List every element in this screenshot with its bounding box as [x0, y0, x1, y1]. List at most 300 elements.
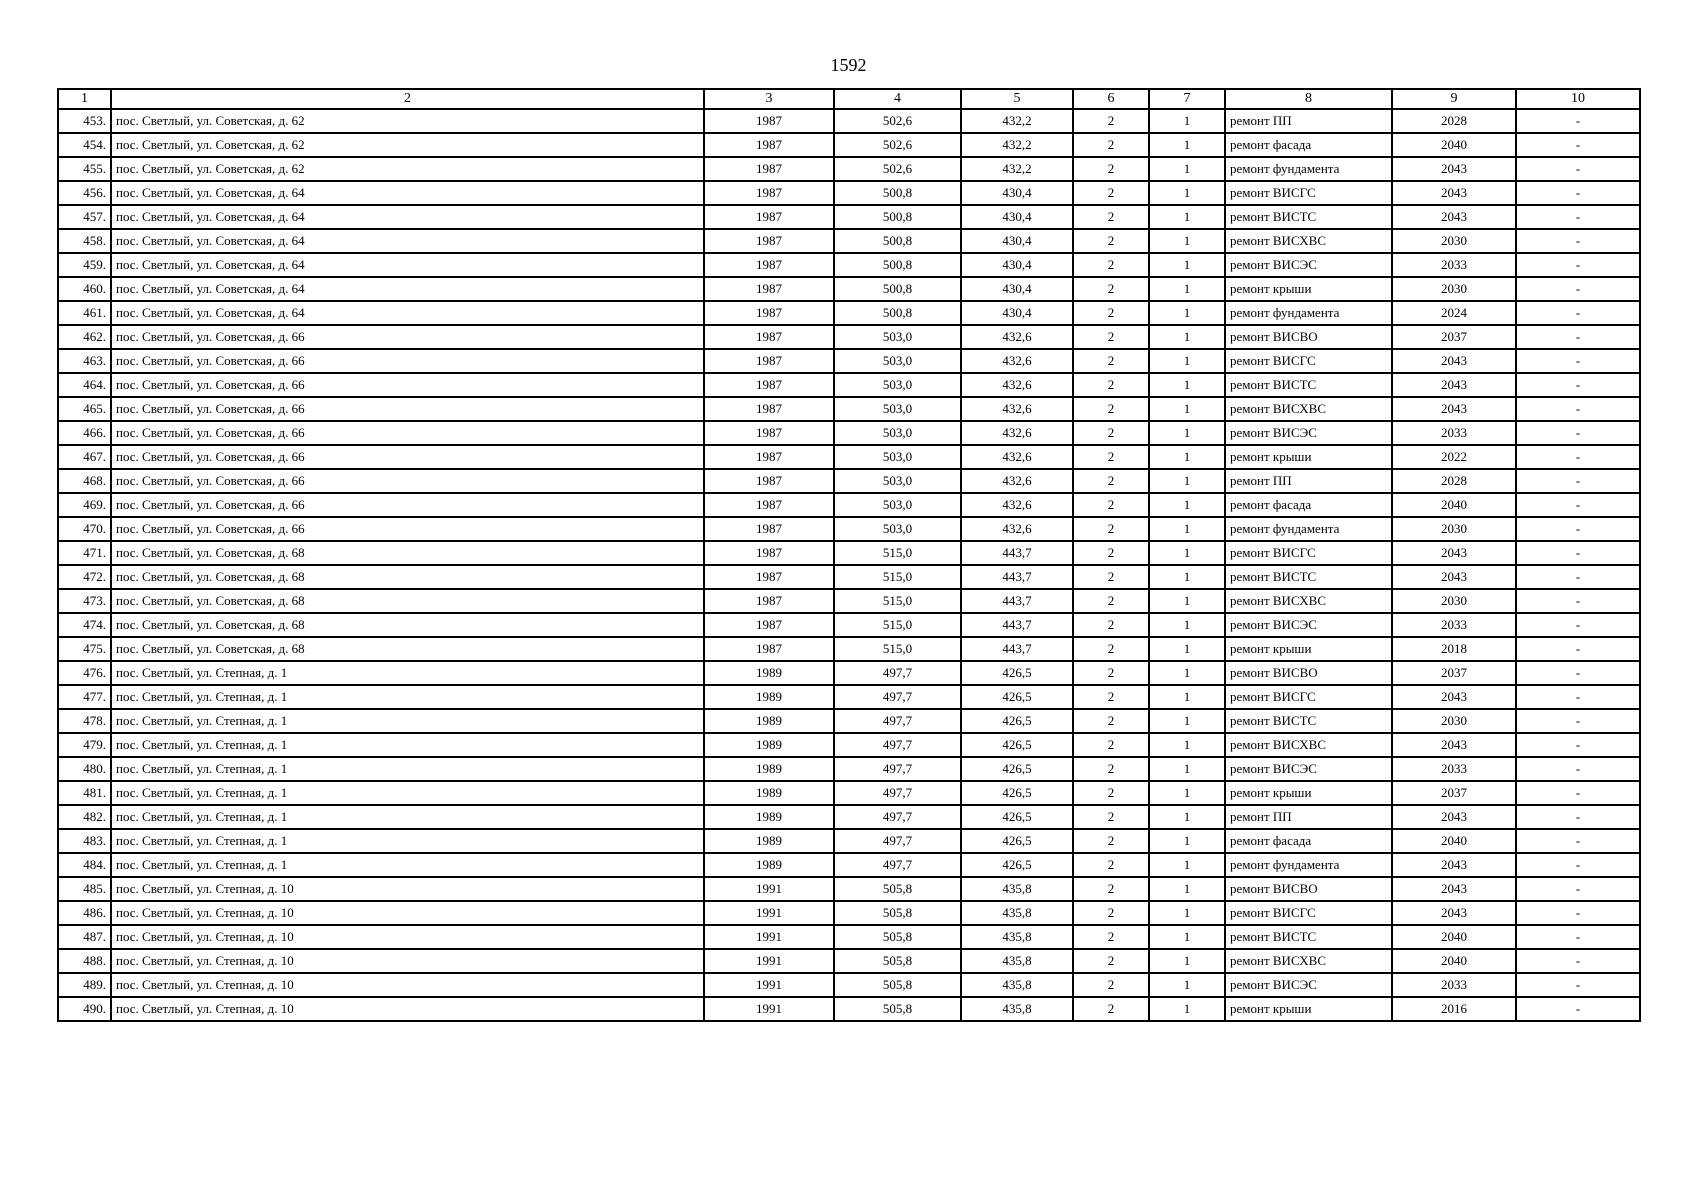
work-type-cell: ремонт ПП — [1225, 469, 1392, 493]
table-row — [58, 301, 1640, 325]
plan-year-cell: 2043 — [1392, 541, 1516, 565]
address-cell: пос. Светлый, ул. Советская, д. 68 — [111, 541, 704, 565]
floors-cell: 2 — [1073, 397, 1149, 421]
page-number: 1592 — [830, 55, 867, 75]
total-area-cell: 515,0 — [834, 613, 961, 637]
year-cell: 1989 — [704, 829, 834, 853]
floors-cell: 2 — [1073, 445, 1149, 469]
address-cell: пос. Светлый, ул. Степная, д. 1 — [111, 685, 704, 709]
note-cell: - — [1516, 181, 1640, 205]
entrances-cell: 1 — [1149, 901, 1225, 925]
floors-cell: 2 — [1073, 805, 1149, 829]
row-number: 484. — [58, 853, 111, 877]
entrances-cell: 1 — [1149, 709, 1225, 733]
year-cell: 1989 — [704, 685, 834, 709]
year-cell: 1991 — [704, 925, 834, 949]
row-number: 470. — [58, 517, 111, 541]
table-row — [58, 421, 1640, 445]
entrances-cell: 1 — [1149, 997, 1225, 1021]
work-type-cell: ремонт ВИСВО — [1225, 877, 1392, 901]
table-row — [58, 589, 1640, 613]
total-area-cell: 502,6 — [834, 133, 961, 157]
total-area-cell: 515,0 — [834, 541, 961, 565]
row-number: 482. — [58, 805, 111, 829]
year-cell: 1991 — [704, 901, 834, 925]
entrances-cell: 1 — [1149, 661, 1225, 685]
living-area-cell: 430,4 — [961, 181, 1073, 205]
total-area-cell: 497,7 — [834, 805, 961, 829]
living-area-cell: 435,8 — [961, 901, 1073, 925]
work-type-cell: ремонт ВИСТС — [1225, 205, 1392, 229]
note-cell: - — [1516, 757, 1640, 781]
year-cell: 1987 — [704, 205, 834, 229]
table-row — [58, 805, 1640, 829]
entrances-cell: 1 — [1149, 301, 1225, 325]
year-cell: 1987 — [704, 517, 834, 541]
total-area-cell: 500,8 — [834, 181, 961, 205]
address-cell: пос. Светлый, ул. Степная, д. 1 — [111, 757, 704, 781]
year-cell: 1991 — [704, 997, 834, 1021]
row-number: 487. — [58, 925, 111, 949]
note-cell: - — [1516, 589, 1640, 613]
plan-year-cell: 2043 — [1392, 853, 1516, 877]
living-area-cell: 426,5 — [961, 733, 1073, 757]
year-cell: 1987 — [704, 373, 834, 397]
living-area-cell: 432,2 — [961, 133, 1073, 157]
total-area-cell: 500,8 — [834, 229, 961, 253]
row-number: 465. — [58, 397, 111, 421]
floors-cell: 2 — [1073, 997, 1149, 1021]
address-cell: пос. Светлый, ул. Советская, д. 66 — [111, 517, 704, 541]
capital-repair-table — [57, 88, 1641, 1022]
entrances-cell: 1 — [1149, 469, 1225, 493]
note-cell: - — [1516, 685, 1640, 709]
plan-year-cell: 2043 — [1392, 397, 1516, 421]
living-area-cell: 443,7 — [961, 541, 1073, 565]
note-cell: - — [1516, 829, 1640, 853]
year-cell: 1987 — [704, 301, 834, 325]
floors-cell: 2 — [1073, 373, 1149, 397]
address-cell: пос. Светлый, ул. Советская, д. 64 — [111, 229, 704, 253]
living-area-cell: 432,2 — [961, 109, 1073, 133]
row-number: 458. — [58, 229, 111, 253]
plan-year-cell: 2030 — [1392, 589, 1516, 613]
row-number: 479. — [58, 733, 111, 757]
address-cell: пос. Светлый, ул. Степная, д. 1 — [111, 805, 704, 829]
entrances-cell: 1 — [1149, 757, 1225, 781]
note-cell: - — [1516, 805, 1640, 829]
floors-cell: 2 — [1073, 829, 1149, 853]
row-number: 481. — [58, 781, 111, 805]
year-cell: 1989 — [704, 781, 834, 805]
total-area-cell: 497,7 — [834, 757, 961, 781]
total-area-cell: 505,8 — [834, 925, 961, 949]
work-type-cell: ремонт ВИСХВС — [1225, 589, 1392, 613]
year-cell: 1989 — [704, 709, 834, 733]
plan-year-cell: 2037 — [1392, 781, 1516, 805]
table-row — [58, 349, 1640, 373]
work-type-cell: ремонт крыши — [1225, 277, 1392, 301]
entrances-cell: 1 — [1149, 421, 1225, 445]
living-area-cell: 430,4 — [961, 253, 1073, 277]
year-cell: 1987 — [704, 493, 834, 517]
column-header: 2 — [111, 89, 704, 109]
entrances-cell: 1 — [1149, 157, 1225, 181]
work-type-cell: ремонт ВИСХВС — [1225, 397, 1392, 421]
note-cell: - — [1516, 661, 1640, 685]
row-number: 476. — [58, 661, 111, 685]
address-cell: пос. Светлый, ул. Советская, д. 64 — [111, 301, 704, 325]
living-area-cell: 432,6 — [961, 517, 1073, 541]
work-type-cell: ремонт крыши — [1225, 997, 1392, 1021]
address-cell: пос. Светлый, ул. Степная, д. 1 — [111, 781, 704, 805]
year-cell: 1987 — [704, 469, 834, 493]
year-cell: 1987 — [704, 445, 834, 469]
plan-year-cell: 2040 — [1392, 925, 1516, 949]
plan-year-cell: 2043 — [1392, 565, 1516, 589]
row-number: 490. — [58, 997, 111, 1021]
entrances-cell: 1 — [1149, 229, 1225, 253]
floors-cell: 2 — [1073, 109, 1149, 133]
year-cell: 1991 — [704, 973, 834, 997]
work-type-cell: ремонт крыши — [1225, 781, 1392, 805]
address-cell: пос. Светлый, ул. Степная, д. 10 — [111, 973, 704, 997]
table-row — [58, 517, 1640, 541]
table-row — [58, 973, 1640, 997]
note-cell: - — [1516, 229, 1640, 253]
plan-year-cell: 2040 — [1392, 133, 1516, 157]
year-cell: 1987 — [704, 589, 834, 613]
work-type-cell: ремонт ВИСВО — [1225, 661, 1392, 685]
total-area-cell: 505,8 — [834, 973, 961, 997]
table-row — [58, 949, 1640, 973]
table-row — [58, 445, 1640, 469]
row-number: 488. — [58, 949, 111, 973]
total-area-cell: 503,0 — [834, 421, 961, 445]
column-header: 8 — [1225, 89, 1392, 109]
note-cell: - — [1516, 613, 1640, 637]
plan-year-cell: 2033 — [1392, 613, 1516, 637]
address-cell: пос. Светлый, ул. Советская, д. 66 — [111, 469, 704, 493]
living-area-cell: 435,8 — [961, 949, 1073, 973]
entrances-cell: 1 — [1149, 613, 1225, 637]
living-area-cell: 430,4 — [961, 277, 1073, 301]
table-row — [58, 469, 1640, 493]
address-cell: пос. Светлый, ул. Советская, д. 68 — [111, 565, 704, 589]
plan-year-cell: 2043 — [1392, 181, 1516, 205]
plan-year-cell: 2022 — [1392, 445, 1516, 469]
plan-year-cell: 2030 — [1392, 277, 1516, 301]
table-row — [58, 757, 1640, 781]
address-cell: пос. Светлый, ул. Советская, д. 66 — [111, 493, 704, 517]
address-cell: пос. Светлый, ул. Советская, д. 68 — [111, 637, 704, 661]
total-area-cell: 515,0 — [834, 637, 961, 661]
table-row — [58, 109, 1640, 133]
note-cell: - — [1516, 325, 1640, 349]
address-cell: пос. Светлый, ул. Степная, д. 10 — [111, 997, 704, 1021]
plan-year-cell: 2037 — [1392, 325, 1516, 349]
year-cell: 1987 — [704, 181, 834, 205]
entrances-cell: 1 — [1149, 973, 1225, 997]
plan-year-cell: 2043 — [1392, 349, 1516, 373]
year-cell: 1987 — [704, 133, 834, 157]
address-cell: пос. Светлый, ул. Степная, д. 10 — [111, 949, 704, 973]
plan-year-cell: 2033 — [1392, 973, 1516, 997]
table-row — [58, 853, 1640, 877]
row-number: 471. — [58, 541, 111, 565]
column-header: 6 — [1073, 89, 1149, 109]
column-header: 9 — [1392, 89, 1516, 109]
year-cell: 1989 — [704, 805, 834, 829]
note-cell: - — [1516, 253, 1640, 277]
living-area-cell: 432,6 — [961, 493, 1073, 517]
column-header: 10 — [1516, 89, 1640, 109]
entrances-cell: 1 — [1149, 373, 1225, 397]
table-row — [58, 397, 1640, 421]
work-type-cell: ремонт ВИСХВС — [1225, 733, 1392, 757]
address-cell: пос. Светлый, ул. Советская, д. 68 — [111, 613, 704, 637]
work-type-cell: ремонт ВИСТС — [1225, 709, 1392, 733]
floors-cell: 2 — [1073, 157, 1149, 181]
column-header: 7 — [1149, 89, 1225, 109]
address-cell: пос. Светлый, ул. Советская, д. 66 — [111, 445, 704, 469]
address-cell: пос. Светлый, ул. Степная, д. 10 — [111, 925, 704, 949]
year-cell: 1991 — [704, 949, 834, 973]
total-area-cell: 503,0 — [834, 373, 961, 397]
entrances-cell: 1 — [1149, 589, 1225, 613]
row-number: 456. — [58, 181, 111, 205]
work-type-cell: ремонт фундамента — [1225, 853, 1392, 877]
plan-year-cell: 2043 — [1392, 877, 1516, 901]
note-cell: - — [1516, 517, 1640, 541]
floors-cell: 2 — [1073, 973, 1149, 997]
column-number-row — [58, 89, 1640, 109]
living-area-cell: 426,5 — [961, 829, 1073, 853]
total-area-cell: 497,7 — [834, 661, 961, 685]
total-area-cell: 503,0 — [834, 469, 961, 493]
total-area-cell: 505,8 — [834, 949, 961, 973]
living-area-cell: 432,6 — [961, 373, 1073, 397]
total-area-cell: 497,7 — [834, 853, 961, 877]
address-cell: пос. Светлый, ул. Степная, д. 1 — [111, 709, 704, 733]
note-cell: - — [1516, 637, 1640, 661]
living-area-cell: 426,5 — [961, 757, 1073, 781]
address-cell: пос. Светлый, ул. Советская, д. 66 — [111, 349, 704, 373]
year-cell: 1987 — [704, 277, 834, 301]
table-row — [58, 997, 1640, 1021]
row-number: 489. — [58, 973, 111, 997]
table-row — [58, 373, 1640, 397]
floors-cell: 2 — [1073, 901, 1149, 925]
total-area-cell: 497,7 — [834, 685, 961, 709]
work-type-cell: ремонт ВИСТС — [1225, 373, 1392, 397]
floors-cell: 2 — [1073, 589, 1149, 613]
address-cell: пос. Светлый, ул. Советская, д. 68 — [111, 589, 704, 613]
total-area-cell: 503,0 — [834, 397, 961, 421]
total-area-cell: 505,8 — [834, 877, 961, 901]
plan-year-cell: 2030 — [1392, 229, 1516, 253]
year-cell: 1987 — [704, 157, 834, 181]
total-area-cell: 515,0 — [834, 565, 961, 589]
total-area-cell: 500,8 — [834, 301, 961, 325]
table-row — [58, 637, 1640, 661]
year-cell: 1989 — [704, 853, 834, 877]
entrances-cell: 1 — [1149, 565, 1225, 589]
total-area-cell: 515,0 — [834, 589, 961, 613]
floors-cell: 2 — [1073, 349, 1149, 373]
note-cell: - — [1516, 925, 1640, 949]
row-number: 473. — [58, 589, 111, 613]
living-area-cell: 443,7 — [961, 589, 1073, 613]
floors-cell: 2 — [1073, 325, 1149, 349]
total-area-cell: 497,7 — [834, 709, 961, 733]
table-row — [58, 541, 1640, 565]
total-area-cell: 503,0 — [834, 517, 961, 541]
plan-year-cell: 2016 — [1392, 997, 1516, 1021]
year-cell: 1987 — [704, 541, 834, 565]
note-cell: - — [1516, 541, 1640, 565]
work-type-cell: ремонт фундамента — [1225, 301, 1392, 325]
year-cell: 1987 — [704, 565, 834, 589]
row-number: 483. — [58, 829, 111, 853]
entrances-cell: 1 — [1149, 685, 1225, 709]
entrances-cell: 1 — [1149, 805, 1225, 829]
total-area-cell: 505,8 — [834, 997, 961, 1021]
living-area-cell: 426,5 — [961, 709, 1073, 733]
note-cell: - — [1516, 853, 1640, 877]
total-area-cell: 497,7 — [834, 829, 961, 853]
address-cell: пос. Светлый, ул. Степная, д. 10 — [111, 901, 704, 925]
floors-cell: 2 — [1073, 133, 1149, 157]
work-type-cell: ремонт фундамента — [1225, 157, 1392, 181]
note-cell: - — [1516, 205, 1640, 229]
living-area-cell: 435,8 — [961, 997, 1073, 1021]
floors-cell: 2 — [1073, 709, 1149, 733]
entrances-cell: 1 — [1149, 397, 1225, 421]
total-area-cell: 502,6 — [834, 109, 961, 133]
entrances-cell: 1 — [1149, 517, 1225, 541]
floors-cell: 2 — [1073, 949, 1149, 973]
year-cell: 1989 — [704, 661, 834, 685]
work-type-cell: ремонт ВИСТС — [1225, 565, 1392, 589]
work-type-cell: ремонт крыши — [1225, 445, 1392, 469]
floors-cell: 2 — [1073, 421, 1149, 445]
row-number: 486. — [58, 901, 111, 925]
entrances-cell: 1 — [1149, 637, 1225, 661]
address-cell: пос. Светлый, ул. Советская, д. 66 — [111, 421, 704, 445]
floors-cell: 2 — [1073, 877, 1149, 901]
work-type-cell: ремонт ВИСГС — [1225, 541, 1392, 565]
work-type-cell: ремонт ПП — [1225, 805, 1392, 829]
note-cell: - — [1516, 997, 1640, 1021]
table-row — [58, 157, 1640, 181]
row-number: 475. — [58, 637, 111, 661]
note-cell: - — [1516, 469, 1640, 493]
entrances-cell: 1 — [1149, 853, 1225, 877]
plan-year-cell: 2033 — [1392, 421, 1516, 445]
table-row — [58, 901, 1640, 925]
year-cell: 1987 — [704, 229, 834, 253]
plan-year-cell: 2024 — [1392, 301, 1516, 325]
living-area-cell: 426,5 — [961, 853, 1073, 877]
living-area-cell: 432,6 — [961, 325, 1073, 349]
total-area-cell: 503,0 — [834, 445, 961, 469]
address-cell: пос. Светлый, ул. Советская, д. 64 — [111, 205, 704, 229]
year-cell: 1987 — [704, 421, 834, 445]
entrances-cell: 1 — [1149, 949, 1225, 973]
floors-cell: 2 — [1073, 493, 1149, 517]
note-cell: - — [1516, 781, 1640, 805]
table-row — [58, 781, 1640, 805]
table-row — [58, 493, 1640, 517]
floors-cell: 2 — [1073, 181, 1149, 205]
address-cell: пос. Светлый, ул. Степная, д. 10 — [111, 877, 704, 901]
row-number: 457. — [58, 205, 111, 229]
plan-year-cell: 2043 — [1392, 157, 1516, 181]
column-header: 1 — [58, 89, 111, 109]
plan-year-cell: 2018 — [1392, 637, 1516, 661]
address-cell: пос. Светлый, ул. Советская, д. 66 — [111, 397, 704, 421]
entrances-cell: 1 — [1149, 493, 1225, 517]
work-type-cell: ремонт ВИСГС — [1225, 901, 1392, 925]
total-area-cell: 500,8 — [834, 253, 961, 277]
entrances-cell: 1 — [1149, 253, 1225, 277]
row-number: 464. — [58, 373, 111, 397]
plan-year-cell: 2043 — [1392, 685, 1516, 709]
living-area-cell: 430,4 — [961, 205, 1073, 229]
floors-cell: 2 — [1073, 253, 1149, 277]
floors-cell: 2 — [1073, 541, 1149, 565]
table-row — [58, 877, 1640, 901]
total-area-cell: 497,7 — [834, 781, 961, 805]
year-cell: 1987 — [704, 349, 834, 373]
work-type-cell: ремонт фасада — [1225, 829, 1392, 853]
row-number: 453. — [58, 109, 111, 133]
floors-cell: 2 — [1073, 469, 1149, 493]
work-type-cell: ремонт ВИСГС — [1225, 181, 1392, 205]
address-cell: пос. Светлый, ул. Советская, д. 62 — [111, 109, 704, 133]
floors-cell: 2 — [1073, 637, 1149, 661]
work-type-cell: ремонт ВИСЭС — [1225, 613, 1392, 637]
entrances-cell: 1 — [1149, 325, 1225, 349]
living-area-cell: 432,6 — [961, 349, 1073, 373]
note-cell: - — [1516, 397, 1640, 421]
work-type-cell: ремонт ВИСЭС — [1225, 421, 1392, 445]
work-type-cell: ремонт ВИСХВС — [1225, 949, 1392, 973]
work-type-cell: ремонт ВИСГС — [1225, 349, 1392, 373]
row-number: 463. — [58, 349, 111, 373]
entrances-cell: 1 — [1149, 541, 1225, 565]
plan-year-cell: 2040 — [1392, 493, 1516, 517]
row-number: 467. — [58, 445, 111, 469]
table-row — [58, 685, 1640, 709]
work-type-cell: ремонт фасада — [1225, 133, 1392, 157]
note-cell: - — [1516, 157, 1640, 181]
table-body — [58, 109, 1640, 1021]
living-area-cell: 432,6 — [961, 445, 1073, 469]
table-row — [58, 613, 1640, 637]
plan-year-cell: 2043 — [1392, 901, 1516, 925]
plan-year-cell: 2028 — [1392, 109, 1516, 133]
entrances-cell: 1 — [1149, 109, 1225, 133]
year-cell: 1991 — [704, 877, 834, 901]
table-row — [58, 925, 1640, 949]
row-number: 477. — [58, 685, 111, 709]
plan-year-cell: 2043 — [1392, 373, 1516, 397]
note-cell: - — [1516, 301, 1640, 325]
living-area-cell: 432,6 — [961, 397, 1073, 421]
plan-year-cell: 2033 — [1392, 757, 1516, 781]
